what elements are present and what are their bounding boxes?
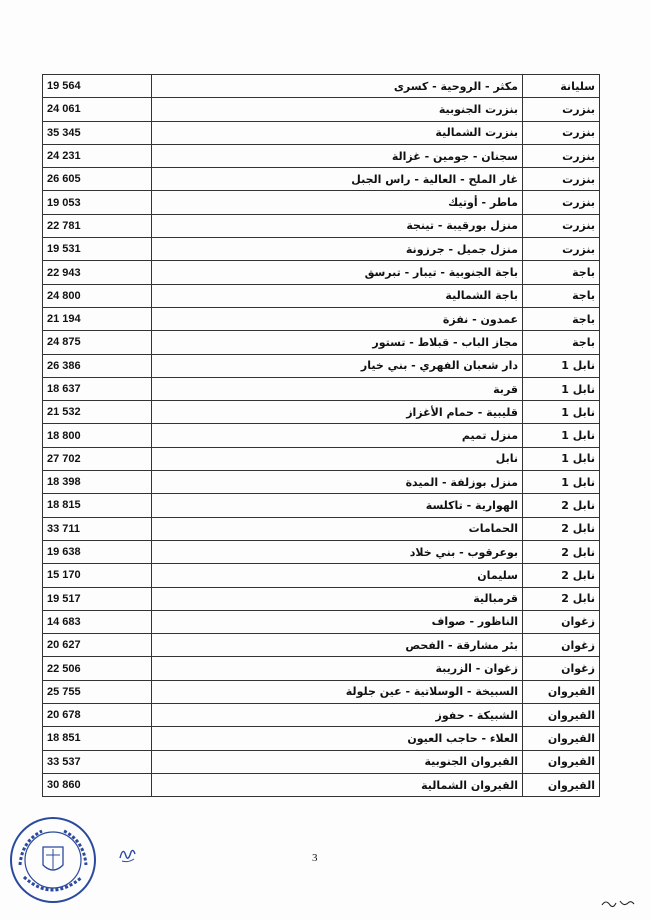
governorate-cell: بنزرت bbox=[523, 121, 600, 144]
governorate-cell: بنزرت bbox=[523, 98, 600, 121]
votes-count-cell: 26 386 bbox=[43, 354, 152, 377]
constituency-name-cell: منزل بوزلفة - الميدة bbox=[152, 471, 523, 494]
votes-count-cell: 26 605 bbox=[43, 168, 152, 191]
governorate-cell: القيروان bbox=[523, 750, 600, 773]
page-number: 3 bbox=[312, 852, 318, 864]
constituency-name-cell: قربة bbox=[152, 377, 523, 400]
votes-count-cell: 20 678 bbox=[43, 704, 152, 727]
governorate-cell: نابل 2 bbox=[523, 587, 600, 610]
table-row bbox=[43, 121, 600, 144]
table-row bbox=[43, 238, 600, 261]
governorate-cell: زغوان bbox=[523, 610, 600, 633]
governorate-cell: نابل 2 bbox=[523, 517, 600, 540]
table-row bbox=[43, 471, 600, 494]
table-row bbox=[43, 284, 600, 307]
votes-count-cell: 19 053 bbox=[43, 191, 152, 214]
table-row bbox=[43, 610, 600, 633]
table-row bbox=[43, 494, 600, 517]
constituency-name-cell: بنزرت الشمالية bbox=[152, 121, 523, 144]
table-row bbox=[43, 634, 600, 657]
votes-count-cell: 24 800 bbox=[43, 284, 152, 307]
votes-count-cell: 18 637 bbox=[43, 377, 152, 400]
table-row bbox=[43, 377, 600, 400]
table-row bbox=[43, 447, 600, 470]
constituency-name-cell: القيروان الجنوبية bbox=[152, 750, 523, 773]
table-row bbox=[43, 564, 600, 587]
votes-count-cell: 14 683 bbox=[43, 610, 152, 633]
table-row bbox=[43, 354, 600, 377]
table-row bbox=[43, 331, 600, 354]
governorate-cell: نابل 1 bbox=[523, 401, 600, 424]
constituency-name-cell: الناظور - صواف bbox=[152, 610, 523, 633]
table-row bbox=[43, 214, 600, 237]
votes-count-cell: 18 851 bbox=[43, 727, 152, 750]
constituency-name-cell: القيروان الشمالية bbox=[152, 773, 523, 796]
constituency-name-cell: منزل تميم bbox=[152, 424, 523, 447]
votes-count-cell: 19 531 bbox=[43, 238, 152, 261]
votes-count-cell: 22 943 bbox=[43, 261, 152, 284]
table-row bbox=[43, 168, 600, 191]
governorate-cell: باجة bbox=[523, 331, 600, 354]
constituency-name-cell: منزل بورقيبة - تينجة bbox=[152, 214, 523, 237]
constituency-name-cell: ماطر - أوتيك bbox=[152, 191, 523, 214]
constituency-name-cell: الهوارية - تاكلسة bbox=[152, 494, 523, 517]
governorate-cell: باجة bbox=[523, 261, 600, 284]
votes-count-cell: 19 638 bbox=[43, 540, 152, 563]
votes-count-cell: 18 398 bbox=[43, 471, 152, 494]
governorate-cell: نابل 1 bbox=[523, 424, 600, 447]
votes-count-cell: 25 755 bbox=[43, 680, 152, 703]
handwritten-signature bbox=[116, 842, 140, 866]
votes-count-cell: 15 170 bbox=[43, 564, 152, 587]
governorate-cell: باجة bbox=[523, 307, 600, 330]
table-row bbox=[43, 540, 600, 563]
table-row bbox=[43, 517, 600, 540]
constituency-name-cell: منزل جميل - جرزونة bbox=[152, 238, 523, 261]
governorate-cell: باجة bbox=[523, 284, 600, 307]
constituency-name-cell: سليمان bbox=[152, 564, 523, 587]
governorate-cell: القيروان bbox=[523, 680, 600, 703]
constituency-name-cell: دار شعبان الفهري - بني خيار bbox=[152, 354, 523, 377]
table-row bbox=[43, 773, 600, 796]
governorate-cell: نابل 1 bbox=[523, 354, 600, 377]
constituency-name-cell: سجنان - جومين - غزالة bbox=[152, 144, 523, 167]
votes-count-cell: 30 860 bbox=[43, 773, 152, 796]
table-row bbox=[43, 75, 600, 98]
constituency-table bbox=[42, 74, 600, 797]
governorate-cell: بنزرت bbox=[523, 191, 600, 214]
governorate-cell: بنزرت bbox=[523, 214, 600, 237]
votes-count-cell: 24 875 bbox=[43, 331, 152, 354]
table-row bbox=[43, 144, 600, 167]
table-row bbox=[43, 401, 600, 424]
table-row bbox=[43, 657, 600, 680]
constituency-name-cell: العلاء - حاجب العيون bbox=[152, 727, 523, 750]
constituency-name-cell: نابل bbox=[152, 447, 523, 470]
table-row bbox=[43, 680, 600, 703]
votes-count-cell: 22 781 bbox=[43, 214, 152, 237]
governorate-cell: القيروان bbox=[523, 704, 600, 727]
table-row bbox=[43, 587, 600, 610]
governorate-cell: بنزرت bbox=[523, 238, 600, 261]
table-row bbox=[43, 750, 600, 773]
constituency-name-cell: السبيخة - الوسلاتية - عين جلولة bbox=[152, 680, 523, 703]
votes-count-cell: 18 815 bbox=[43, 494, 152, 517]
constituency-name-cell: باجة الجنوبية - تيبار - تبرسق bbox=[152, 261, 523, 284]
votes-count-cell: 19 564 bbox=[43, 75, 152, 98]
governorate-cell: نابل 2 bbox=[523, 540, 600, 563]
governorate-cell: نابل 2 bbox=[523, 494, 600, 517]
table-row bbox=[43, 424, 600, 447]
votes-count-cell: 21 532 bbox=[43, 401, 152, 424]
constituency-name-cell: الشبيكة - حفوز bbox=[152, 704, 523, 727]
official-seal-stamp bbox=[8, 815, 98, 905]
votes-count-cell: 33 711 bbox=[43, 517, 152, 540]
constituency-name-cell: قرمبالية bbox=[152, 587, 523, 610]
table-row bbox=[43, 307, 600, 330]
table-row bbox=[43, 261, 600, 284]
votes-count-cell: 27 702 bbox=[43, 447, 152, 470]
votes-count-cell: 35 345 bbox=[43, 121, 152, 144]
governorate-cell: بنزرت bbox=[523, 168, 600, 191]
governorate-cell: زغوان bbox=[523, 657, 600, 680]
governorate-cell: نابل 1 bbox=[523, 471, 600, 494]
constituency-name-cell: قليبية - حمام الأغزاز bbox=[152, 401, 523, 424]
votes-count-cell: 21 194 bbox=[43, 307, 152, 330]
table-body bbox=[43, 75, 600, 797]
governorate-cell: القيروان bbox=[523, 727, 600, 750]
votes-count-cell: 24 231 bbox=[43, 144, 152, 167]
constituency-name-cell: عمدون - نفزة bbox=[152, 307, 523, 330]
governorate-cell: زغوان bbox=[523, 634, 600, 657]
constituency-name-cell: مجاز الباب - قبلاط - تستور bbox=[152, 331, 523, 354]
table-row bbox=[43, 704, 600, 727]
table-row bbox=[43, 98, 600, 121]
governorate-cell: سليانة bbox=[523, 75, 600, 98]
governorate-cell: القيروان bbox=[523, 773, 600, 796]
constituency-name-cell: بنزرت الجنوبية bbox=[152, 98, 523, 121]
constituency-name-cell: باجة الشمالية bbox=[152, 284, 523, 307]
constituency-name-cell: غار الملح - العالية - راس الجبل bbox=[152, 168, 523, 191]
table-row bbox=[43, 191, 600, 214]
governorate-cell: نابل 1 bbox=[523, 447, 600, 470]
constituency-name-cell: بوعرقوب - بني خلاد bbox=[152, 540, 523, 563]
constituency-name-cell: مكثر - الروحية - كسرى bbox=[152, 75, 523, 98]
corner-handwritten-mark bbox=[598, 895, 638, 913]
constituency-name-cell: الحمامات bbox=[152, 517, 523, 540]
votes-count-cell: 33 537 bbox=[43, 750, 152, 773]
governorate-cell: نابل 1 bbox=[523, 377, 600, 400]
table-row bbox=[43, 727, 600, 750]
votes-count-cell: 19 517 bbox=[43, 587, 152, 610]
constituency-name-cell: زغوان - الزريبة bbox=[152, 657, 523, 680]
votes-count-cell: 22 506 bbox=[43, 657, 152, 680]
votes-count-cell: 20 627 bbox=[43, 634, 152, 657]
governorate-cell: بنزرت bbox=[523, 144, 600, 167]
votes-count-cell: 24 061 bbox=[43, 98, 152, 121]
votes-count-cell: 18 800 bbox=[43, 424, 152, 447]
constituency-name-cell: بئر مشارقة - الفحص bbox=[152, 634, 523, 657]
governorate-cell: نابل 2 bbox=[523, 564, 600, 587]
